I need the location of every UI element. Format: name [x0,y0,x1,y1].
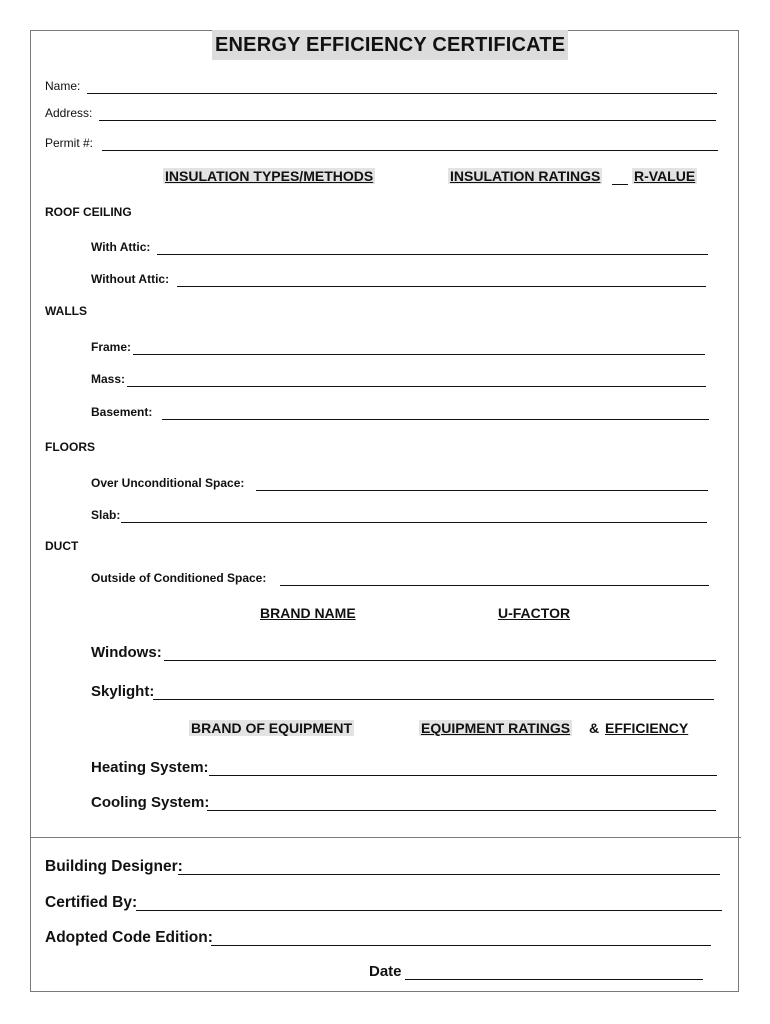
certified-by-label: Certified By: [45,894,138,911]
insulation-types-header: INSULATION TYPES/METHODS [165,168,374,184]
with-attic-label: With Attic: [91,240,151,254]
skylight-field[interactable] [153,699,714,700]
without-attic-field[interactable] [177,286,706,287]
equipment-ratings-header: EQUIPMENT RATINGS [421,720,571,736]
duct-heading: DUCT [45,539,79,553]
building-designer-label: Building Designer: [45,858,183,875]
heating-system-label: Heating System: [91,759,209,776]
basement-field[interactable] [162,419,709,420]
date-field[interactable] [405,979,703,980]
name-field[interactable] [87,93,717,94]
cooling-system-field[interactable] [207,810,716,811]
building-designer-field[interactable] [178,874,720,875]
brand-name-header: BRAND NAME [260,605,356,621]
u-factor-header: U-FACTOR [498,605,571,621]
mass-field[interactable] [127,386,706,387]
frame-label: Frame: [91,340,132,354]
date-label: Date [369,963,402,980]
skylight-label: Skylight: [91,683,155,700]
over-unconditional-label: Over Unconditional Space: [91,476,245,490]
adopted-code-edition-label: Adopted Code Edition: [45,929,213,946]
over-unconditional-field[interactable] [256,490,708,491]
form-title: ENERGY EFFICIENCY CERTIFICATE [212,30,568,60]
cooling-system-label: Cooling System: [91,794,210,811]
walls-heading: WALLS [45,304,87,318]
with-attic-field[interactable] [157,254,708,255]
permit-field[interactable] [102,150,718,151]
outside-conditioned-label: Outside of Conditioned Space: [91,571,267,585]
slab-label: Slab: [91,508,121,522]
heating-system-field[interactable] [209,775,717,776]
mass-label: Mass: [91,372,126,386]
frame-field[interactable] [133,354,705,355]
efficiency-header: EFFICIENCY [605,720,689,736]
header-underline-gap [612,184,628,185]
certified-by-field[interactable] [136,910,722,911]
address-label: Address: [45,106,93,120]
address-field[interactable] [99,120,716,121]
permit-label: Permit #: [45,136,94,150]
brand-of-equipment-header: BRAND OF EQUIPMENT [191,720,352,736]
outside-conditioned-field[interactable] [280,585,709,586]
r-value-header: R-VALUE [634,168,696,184]
basement-label: Basement: [91,405,153,419]
ampersand-separator: & [589,720,600,736]
name-label: Name: [45,79,81,93]
roof-ceiling-heading: ROOF CEILING [45,205,132,219]
adopted-code-edition-field[interactable] [211,945,711,946]
without-attic-label: Without Attic: [91,272,170,286]
windows-field[interactable] [164,660,716,661]
slab-field[interactable] [121,522,707,523]
windows-label: Windows: [91,644,162,661]
insulation-ratings-header: INSULATION RATINGS [450,168,601,184]
signoff-divider [30,837,741,838]
floors-heading: FLOORS [45,440,95,454]
